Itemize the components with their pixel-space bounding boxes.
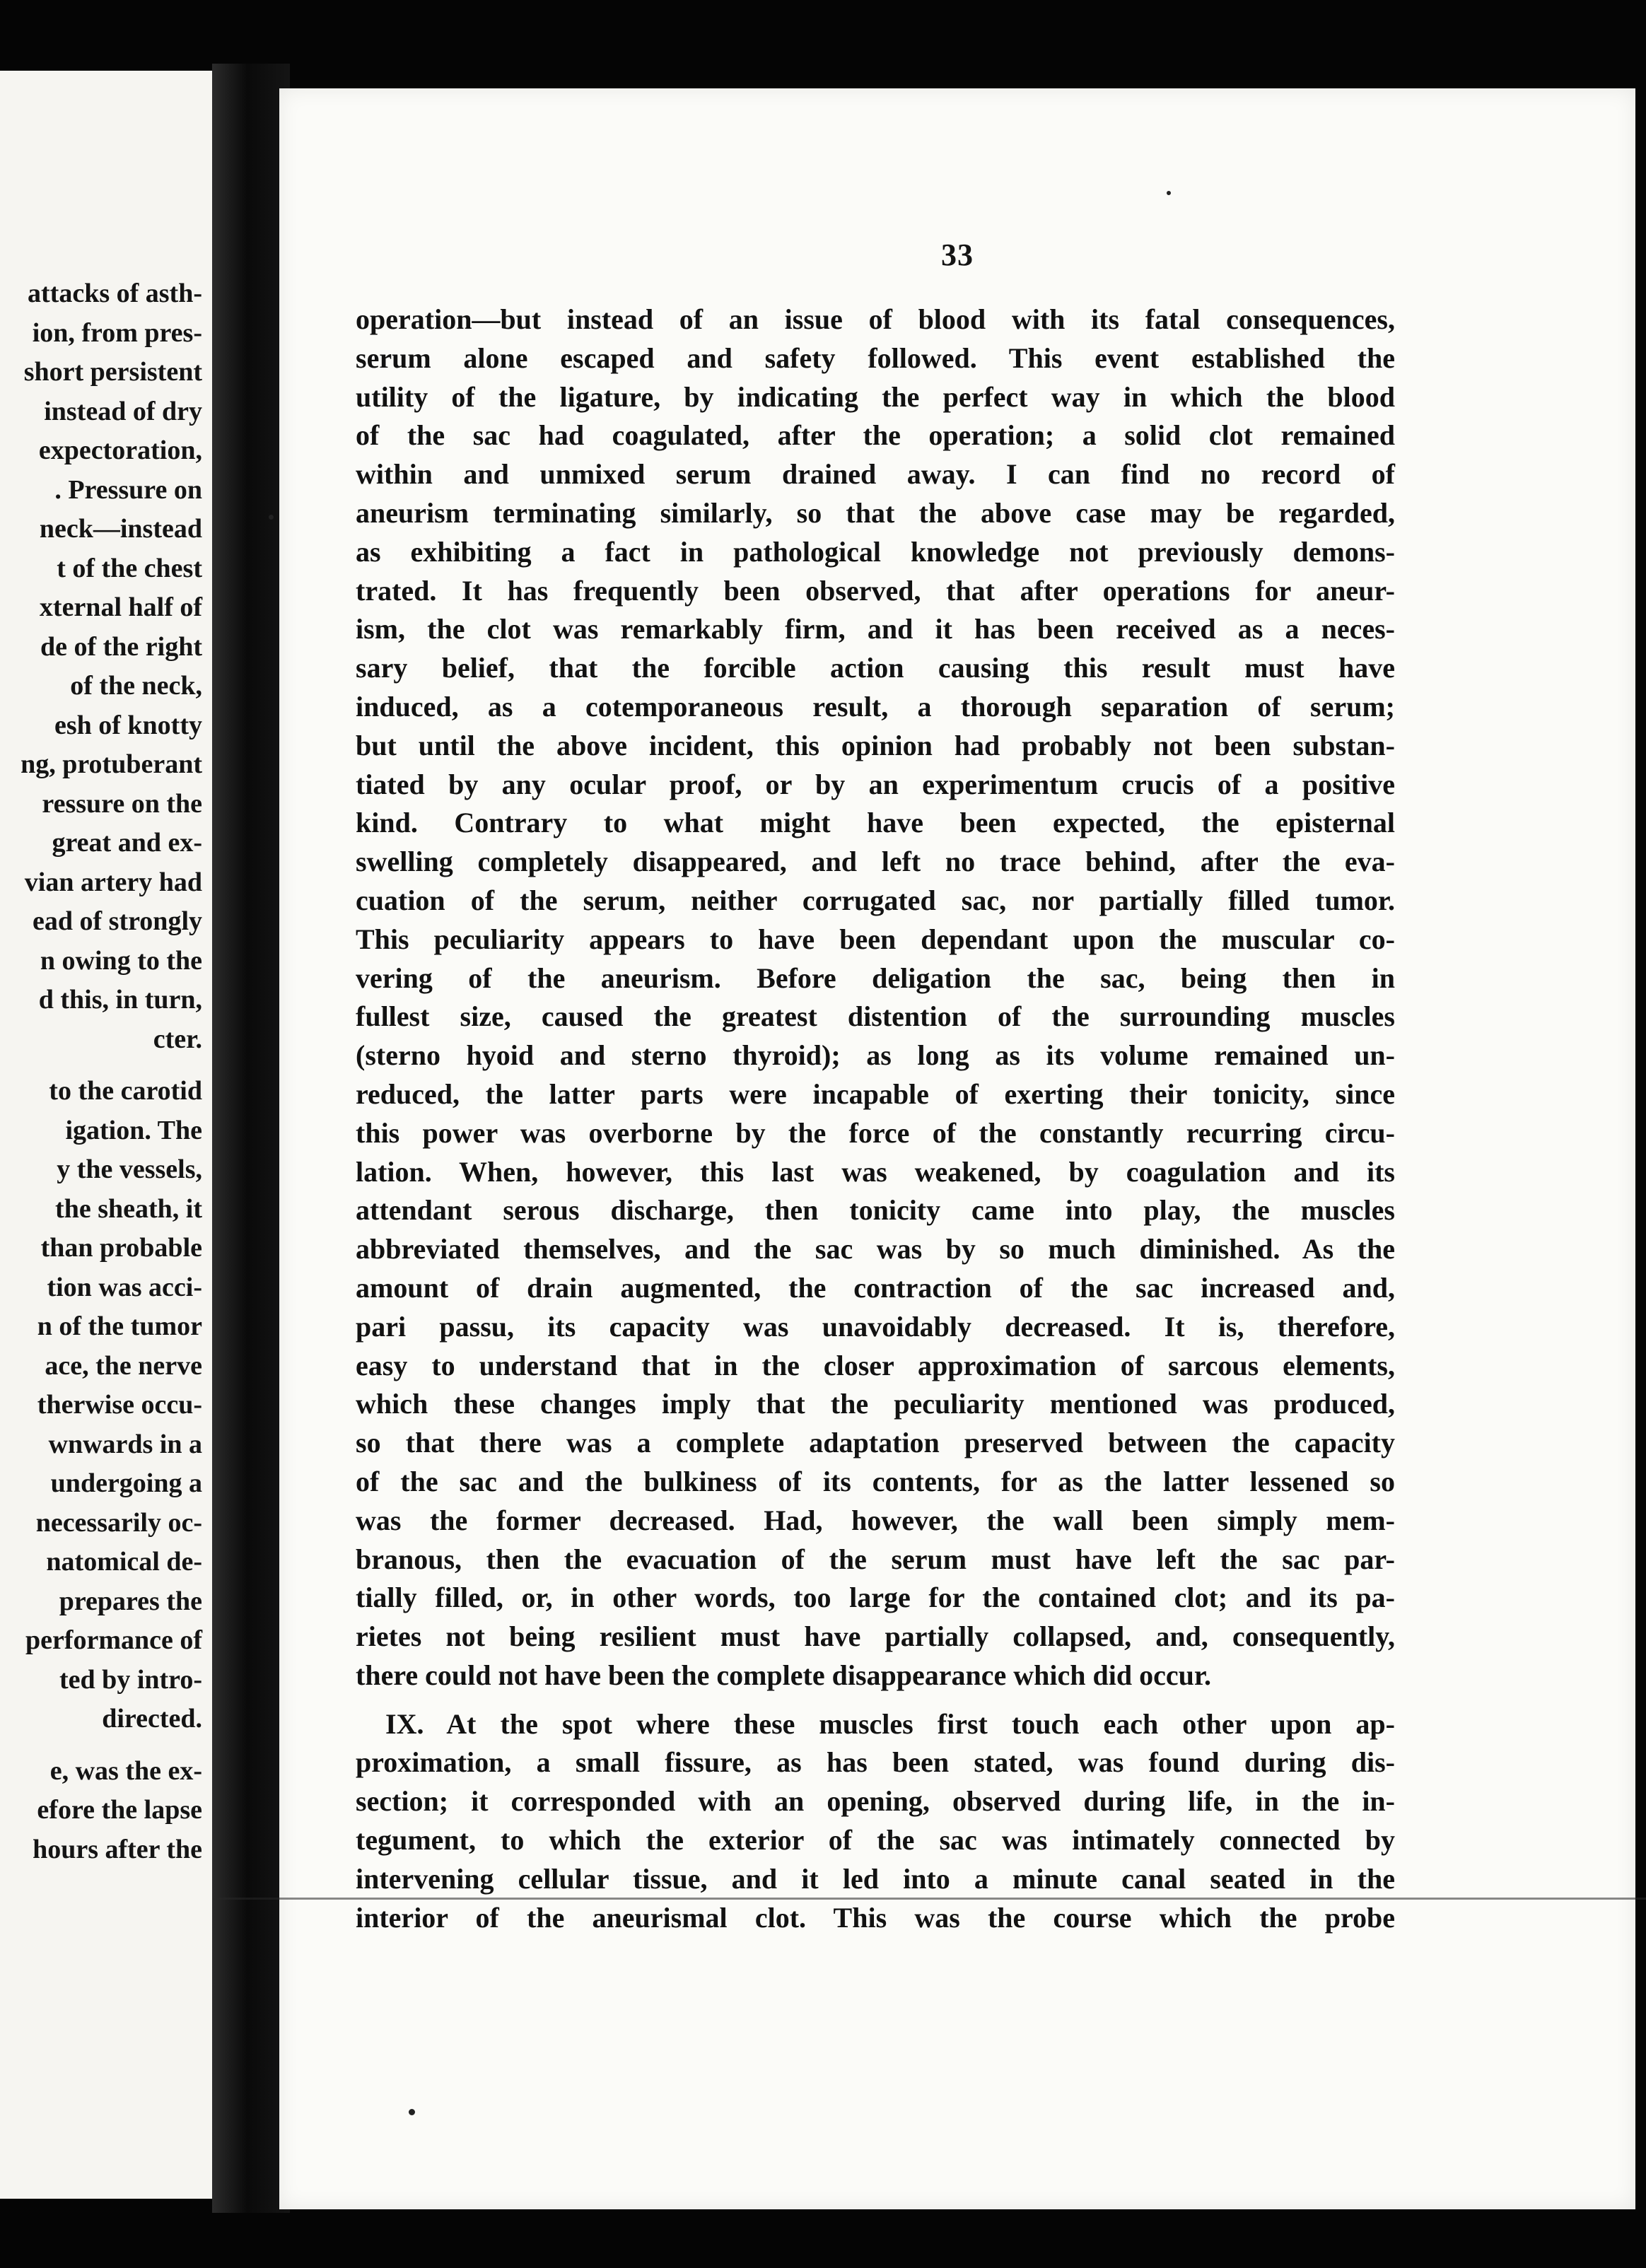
text-line: trated. It has frequently been observed, that after operations for aneur- [356,574,1395,607]
text-line: tegument, to which the exterior of the sac was intimately connected by [356,1824,1395,1857]
text-line: tiated by any ocular proof, or by an experimentum crucis of a positive [356,768,1395,800]
text-line: there could not have been the complete disappearance which did occur. [356,1659,1211,1691]
text-line: so that there was a complete adaptation preserved between the capacity [356,1427,1395,1459]
previous-page-line: efore the lapse [37,1795,202,1825]
previous-page-line: e, was the ex- [49,1755,202,1786]
previous-page-line: hours after the [33,1834,202,1864]
text-line: attendant serous discharge, then tonicity came into play, the muscles [356,1194,1395,1227]
previous-page-line: expectoration, [38,436,202,465]
text-line: amount of drain augmented, the contraction of the sac increased and, [356,1271,1395,1304]
text-line: reduced, the latter parts were incapable of exerting their tonicity, since [356,1077,1395,1110]
previous-page-line: xternal half of [39,592,202,622]
text-line: rietes not being resilient must have partially collapsed, and, consequently, [356,1620,1395,1653]
previous-page-line: great and ex- [52,828,202,858]
text-line: abbreviated themselves, and the sac was by so much diminished. As the [356,1233,1395,1265]
text-line: this power was overborne by the force of the constantly recurring circu- [356,1116,1395,1149]
previous-page-line: ng, protuberant [21,749,202,779]
text-line: section; it corresponded with an opening, observed during life, in the in- [356,1785,1395,1818]
text-line: was the former decreased. Had, however, the wall been simply mem- [356,1504,1395,1536]
previous-page-line: ead of strongly [33,906,202,936]
previous-page-line: tion was acci- [47,1272,202,1302]
previous-page-fragment [0,71,216,2199]
scan-speck [409,2109,415,2115]
text-line: which these changes imply that the peculiarity mentioned was produced, [356,1388,1395,1420]
current-page [279,88,1635,2209]
text-line: tially filled, or, in other words, too large for the contained clot; and its pa- [356,1582,1395,1614]
text-line: IX. At the spot where these muscles first touch each other upon ap- [385,1707,1395,1740]
scan-artifact-line [212,1898,1646,1900]
previous-page-line: directed. [102,1704,202,1734]
previous-page-line: short persistent [23,357,202,387]
text-line: interior of the aneurismal clot. This was the course which the probe [356,1901,1395,1934]
previous-page-line: ressure on the [42,788,202,819]
text-line: fullest size, caused the greatest distention of the surrounding muscles [356,1000,1395,1033]
previous-page-line: wnwards in a [48,1429,202,1459]
previous-page-line: attacks of asth- [28,279,202,308]
text-line: serum alone escaped and safety followed. This event established the [356,341,1395,374]
text-line: proximation, a small fissure, as has been stated, was found during dis- [356,1746,1395,1779]
text-line: utility of the ligature, by indicating the perfect way in which the blood [356,380,1395,413]
book-spine [212,64,290,2213]
body-text [356,300,1395,1937]
text-line: as exhibiting a fact in pathological knowledge not previously demons- [356,535,1395,568]
text-line: branous, then the evacuation of the serum must have left the sac par- [356,1543,1395,1575]
previous-page-line: vian artery had [24,867,202,897]
previous-page-line: prepares the [59,1586,202,1616]
text-line: lation. When, however, this last was weakened, by coagulation and its [356,1155,1395,1188]
previous-page-text [21,274,202,1869]
text-line: ism, the clot was remarkably firm, and it has been received as a neces- [356,613,1395,645]
text-line: kind. Contrary to what might have been expected, the episternal [356,807,1395,839]
previous-page-line: . Pressure on [54,474,202,505]
previous-page-line: n owing to the [40,945,202,976]
text-line: swelling completely disappeared, and left no trace behind, after the eva- [356,846,1395,878]
text-line: pari passu, its capacity was unavoidably decreased. It is, therefore, [356,1310,1395,1343]
previous-page-line: esh of knotty [54,710,202,740]
previous-page-line: undergoing a [50,1468,202,1498]
text-line: (sterno hyoid and sterno thyroid); as long as its volume remained un- [356,1039,1395,1072]
text-line: cuation of the serum, neither corrugated sac, nor partially filled tumor. [356,884,1395,916]
previous-page-line: performance of [25,1625,202,1655]
previous-page-line: ace, the nerve [45,1350,202,1381]
previous-page-line: ion, from pres- [32,317,202,348]
previous-page-line: ted by intro- [59,1664,202,1695]
text-line: induced, as a cotemporaneous result, a thorough separation of serum; [356,690,1395,723]
text-line: operation—but instead of an issue of blood with its fatal consequences, [356,303,1395,335]
text-line: vering of the aneurism. Before deligation the sac, being then in [356,961,1395,994]
previous-page-line: n of the tumor [37,1311,202,1341]
previous-page-line: cter. [153,1024,202,1054]
previous-page-line: y the vessels, [57,1155,202,1184]
text-line: but until the above incident, this opinion had probably not been substan- [356,729,1395,761]
text-line: intervening cellular tissue, and it led into a minute canal seated in the [356,1862,1395,1895]
previous-page-line: natomical de- [46,1547,202,1577]
page-number: 33 [941,238,974,272]
previous-page-line: therwise occu- [37,1390,202,1420]
text-line: within and unmixed serum drained away. I can find no record of [356,458,1395,491]
previous-page-line: instead of dry [44,396,202,426]
text-line: of the sac and the bulkiness of its contents, for as the latter lessened so [356,1465,1395,1497]
text-line: This peculiarity appears to have been dependant upon the muscular co- [356,923,1395,955]
text-line: sary belief, that the forcible action causing this result must have [356,652,1395,684]
previous-page-line: t of the chest [57,553,202,583]
previous-page-line: neck—instead [39,514,202,544]
previous-page-line: igation. The [65,1115,202,1145]
text-line: easy to understand that in the closer approximation of sarcous elements, [356,1349,1395,1381]
text-line: aneurism terminating similarly, so that the above case may be regarded, [356,496,1395,529]
scan-speck [269,515,274,520]
previous-page-line: than probable [40,1233,202,1263]
previous-page-line: necessarily oc- [35,1507,202,1538]
scan-speck [1167,191,1171,195]
previous-page-line: to the carotid [49,1076,202,1106]
previous-page-line: de of the right [40,631,202,662]
previous-page-line: d this, in turn, [38,985,202,1015]
previous-page-line: the sheath, it [55,1193,202,1224]
text-line: of the sac had coagulated, after the operation; a solid clot remained [356,419,1395,452]
previous-page-line: of the neck, [70,671,202,701]
